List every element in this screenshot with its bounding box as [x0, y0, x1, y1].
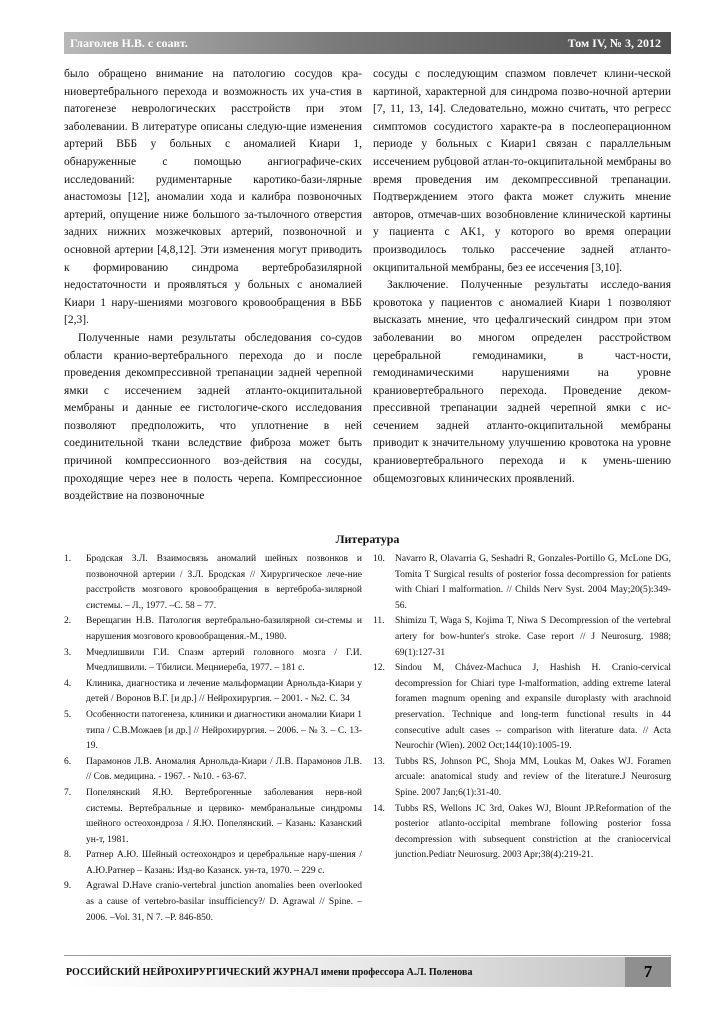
paragraph: Полученные нами результаты обследования со-судов области кранио-вертебрального перехода до и после проведения декомпрессивной трепанации задней черепной ямки с иссечением задней атланто-окципитальной мембраны и данные ее гистологиче-ского исследования позволяют предположить, что уплотнение в ней соединительной ткани вследствие фиброза может быть причиной компрессионного воз-действия на сосуды, проходящие через нее в полость черепа. Компрессионное воздействие на позвоночные	[64, 331, 362, 503]
reference-number: 3.	[64, 647, 72, 658]
references-right-column	[373, 552, 671, 926]
reference-number: 6.	[64, 756, 72, 767]
reference-item	[373, 552, 671, 614]
right-column	[373, 66, 671, 506]
reference-number: 13.	[373, 756, 385, 767]
reference-text: Tubbs RS, Johnson PC, Shoja MM, Loukas M, Oakes WJ. Foramen arcuale: anatomical study and review of the literature.J Neurosurg Spine. 2007 Jan;6(1):31-40.	[395, 756, 671, 798]
reference-item	[64, 848, 362, 879]
reference-text: Sindou M, Chávez-Machuca J, Hashish H. Cranio-cervical decompression for Chiari type I-malformation, adding extreme lateral foramen magnum opening and expansile duroplasty with arachnoid preservation. Technique and long-term functional results in 44 consecutive adult cases -- comparison with literature data. // Acta Neurochir (Wien). 2002 Oct;144(10):1005-19.	[395, 663, 671, 752]
running-header	[64, 32, 671, 54]
journal-name	[66, 967, 472, 978]
running-footer	[64, 957, 671, 987]
reference-number: 2.	[64, 616, 72, 627]
reference-text: Клиника, диагностика и лечение мальформации Арнольда-Киари у детей / Воронов В.Г. [и др.] // Нейрохирургия. – 2001. - №2. С. 34	[86, 678, 362, 705]
reference-item	[64, 879, 362, 926]
reference-number: 5.	[64, 709, 72, 720]
reference-text: Shimizu T, Waga S, Kojima T, Niwa S Decompression of the vertebral artery for bow-hunter's stroke. Case report // J Neurosurg. 1988; 69(1):127-31	[395, 616, 671, 658]
reference-text: Бродская З.Л. Взаимосвязь аномалий шейных позвонков и позвоночной артерии / З.Л. Бродская // Хирургическое лече-ние расстройств мозгового кровообращения в вертеброба-зилярной системы. – Л., 1977. –С. 58 – 77.	[86, 554, 362, 611]
references-left-column	[64, 552, 362, 926]
reference-number: 11.	[373, 616, 385, 627]
paragraph: было обращено внимание на патологию сосудов кра-ниовертебрального перехода и возможность их уча-стия в патогенезе неврологических расстройств при этом заболевании. В литературе описаны следую-щие изменения артерий ВББ у больных с аномалией Киари 1, обнаруженные с помощью ангиографиче-ских исследований: рудиментарные каротико-бази-лярные анастомозы [12], аномалии хода и калибра позвоночных артерий, опущение ниже большого за-тылочного отверстия задних нижних мозжечковых артерий, позвоночной и основной артерии [4,8,12]. Эти изменения могут приводить к формированию синдрома вертебробазилярной недостаточности и проявляться у больных с аномалией Киари 1 нару-шениями мозгового кровообращения в ВББ [2,3].	[64, 68, 362, 327]
reference-number: 12.	[373, 663, 385, 674]
article-body	[64, 66, 671, 506]
reference-text: Tubbs RS, Wellons JC 3rd, Oakes WJ, Blount JP.Reformation of the posterior atlanto-occipital membrane following posterior fossa decompression with subsequent constriction at the craniocervical junction.Pediatr Neurosurg. 2003 Apr;38(4):219-21.	[395, 803, 671, 861]
reference-item	[373, 755, 671, 802]
reference-number: 7.	[64, 787, 72, 798]
reference-item	[373, 802, 671, 864]
reference-item	[64, 552, 362, 614]
header-authors: Глаголев Н.В. с соавт.	[70, 35, 188, 50]
reference-item	[64, 614, 362, 645]
reference-number: 1.	[64, 554, 72, 564]
reference-text: Navarro R, Olavarria G, Seshadri R, Gonzales-Portillo G, McLone DG, Tomita T Surgical results of posterior fossa decompression for patients with Chiari I malformation. // Childs Nerv Syst. 2004 May;20(5):349-56.	[395, 554, 671, 611]
reference-text: Мчедлишвили Г.И. Спазм артерий головного мозга / Г.И. Мчедлишвили. – Тбилиси. Мецниереба, 1977. – 181 с.	[86, 647, 362, 674]
reference-text: Особенности патогенеза, клиники и диагностики аномалии Киари 1 типа / С.В.Можаев [и др.] // Нейрохирургия. – 2006. – № 3. – С. 13-19.	[86, 709, 362, 752]
reference-item	[64, 708, 362, 755]
reference-item	[373, 661, 671, 755]
reference-item	[64, 646, 362, 677]
reference-text: Парамонов Л.В. Аномалия Арнольда-Киари / Л.В. Парамонов Л.В. // Сов. медицина. - 1967. - №10. - 63-67.	[86, 756, 362, 783]
reference-number: 14.	[373, 803, 385, 814]
reference-text: Ратнер А.Ю. Шейный остеохондроз и церебральные нару-шения / А.Ю.Ратнер – Казань: Изд-во Казанск. ун-та, 1970. – 229 с.	[86, 850, 362, 876]
reference-item	[373, 614, 671, 661]
paragraph: сосуды с последующим спазмом повлечет клини-ческой картиной, характерной для синдрома позво-ночной артерии [7, 11, 13, 14]. Следовательно, можно считать, что регресс симптомов сосудистого характе-ра в послеоперационном периоде у больных с Киари1 связан с параллельным иссечением рубцовой атлан-то-окципитальной мембраны во время проведения им декомпрессивной трепанации. Подтверждением этого факта может служить мнение авторов, отмечав-ших возобновление клинической картины у пациента с АК1, у которого во время операции производилось только рассечение задней атланто-окципитальной мембраны, без ее иссечения [3,10].	[373, 68, 671, 274]
reference-number: 4.	[64, 678, 72, 689]
reference-text: Agrawal D.Have cranio-vertebral junction anomalies been overlooked as a cause of vertebro-basilar insufficiency?/ D. Agrawal // Spine. –2006. –Vol. 31, N 7. –P. 846-850.	[86, 881, 362, 923]
header-volume: Том IV, № 3, 2012	[567, 35, 661, 50]
footer-divider	[64, 955, 671, 956]
paragraph: Заключение. Полученные результаты исследо-вания кровотока у пациентов с аномалией Киари 1 позволяют высказать мнение, что цефалгический синдром при этом заболевании во многом определен расстройством церебральной гемодинамики, в част-ности, гемодинамическими нарушениями на уровне краниовертебрального перехода. Проведение деком-прессивной трепанации задней черепной ямки с ис-сечением задней атланто-окципитальной мембраны приводит к значительному улучшению кровотока на уровне краниовертебрального перехода и к умень-шению общемозговых клинических проявлений.	[373, 279, 671, 485]
reference-item	[64, 677, 362, 708]
left-column	[64, 66, 362, 506]
page-number: 7	[625, 957, 671, 987]
reference-text: Верещагин Н.В. Патология вертебрально-базилярной си-стемы и нарушения мозгового кровообращения.-М., 1980.	[86, 616, 362, 642]
reference-text: Попелянский Я.Ю. Вертеброгенные заболевания нерв-ной системы. Вертебральные и цервико- мембранальные синдромы шейного остеохондроза / Я.Ю. Попелянский. – Казань: Казанский ун-т, 1981.	[86, 787, 362, 845]
reference-item	[64, 755, 362, 786]
reference-number: 9.	[64, 881, 72, 892]
journal-named-after: имени профессора А.Л. Поленова	[320, 966, 473, 978]
references-title: Литература	[335, 532, 400, 546]
reference-number: 8.	[64, 850, 72, 861]
reference-number: 10.	[373, 554, 385, 564]
reference-item	[64, 786, 362, 848]
journal-title: РОССИЙСКИЙ НЕЙРОХИРУРГИЧЕСКИЙ ЖУРНАЛ	[66, 966, 319, 978]
references-list	[64, 552, 671, 926]
